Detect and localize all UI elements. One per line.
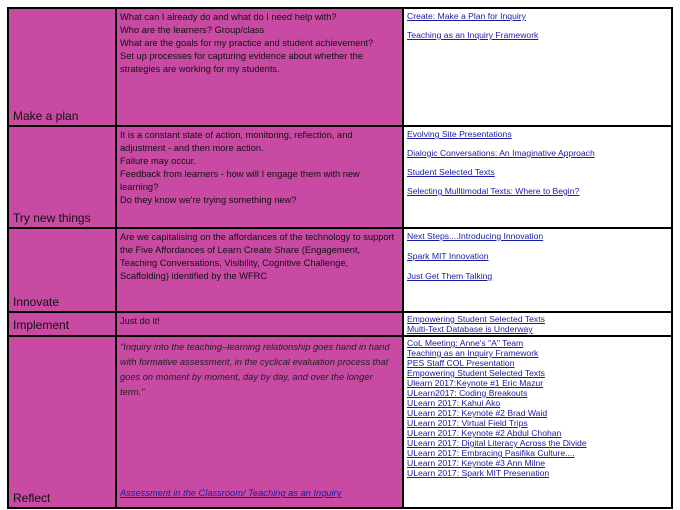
resource-link[interactable]: ULearn 2017: Embracing Pasifika Culture.... xyxy=(407,448,575,458)
resource-link[interactable]: Empowering Student Selected Texts xyxy=(407,314,545,324)
resource-link[interactable]: ULearn 2017: Digital Literacy Across the Divide xyxy=(407,438,587,448)
resource-link[interactable]: Teaching as an Inquiry Framework xyxy=(407,30,539,40)
inquiry-table xyxy=(7,7,673,509)
link-list xyxy=(404,337,671,478)
quote-source-link[interactable]: Assessment in the Classroom/ Teaching as an Inquiry xyxy=(120,488,342,498)
resource-link[interactable]: ULearn 2017: Virtual Field Trips xyxy=(407,418,528,428)
stage-cell xyxy=(7,125,117,229)
description-line: Failure may occur. xyxy=(120,156,196,166)
resource-link[interactable]: Empowering Student Selected Texts xyxy=(407,368,545,378)
stage-label: Innovate xyxy=(13,295,60,309)
description-line: Feedback from learners - how will I engage them with new learning? xyxy=(120,169,360,192)
description-line: What can I already do and what do I need help with? xyxy=(120,12,337,22)
resource-link[interactable]: ULearn 2017: Keynote #3 Ann Milne xyxy=(407,458,546,468)
resource-link[interactable]: Ulearn 2017:Keynote #1 Eric Mazur xyxy=(407,378,544,388)
resource-link[interactable]: Multi-Text Database is Underway xyxy=(407,324,533,334)
resource-link[interactable]: Next Steps....Introducing Innovation xyxy=(407,231,544,241)
description-line: Do they know we're trying something new? xyxy=(120,195,297,205)
resource-link[interactable]: Spark MIT Innovation xyxy=(407,251,489,261)
quote xyxy=(117,337,402,400)
resource-link[interactable]: Student Selected Texts xyxy=(407,167,495,177)
description xyxy=(117,313,402,328)
stage-cell xyxy=(7,311,117,337)
description-cell xyxy=(115,227,404,313)
resource-link[interactable]: Teaching as an Inquiry Framework xyxy=(407,348,539,358)
description-cell xyxy=(115,7,404,127)
description xyxy=(117,127,402,207)
description-line: Set up processes for capturing evidence about whether the strategies are working for my students. xyxy=(120,51,363,74)
link-list xyxy=(404,127,671,196)
resource-link[interactable]: ULearn 2017: Kahui Ako xyxy=(407,398,501,408)
stage-label: Implement xyxy=(13,318,70,332)
description-line: Are we capitalising on the affordances of the technology to support the Five Affordances of Learn Create Share (Engagement, Teaching Conversations, Visibility, Cognitive Challenge, Scaffolding) identified by the WFRC xyxy=(120,232,395,281)
description xyxy=(117,9,402,76)
link-list xyxy=(404,229,671,281)
resource-link[interactable]: PES Staff COL Presentation xyxy=(407,358,515,368)
resource-link[interactable]: ULearn 2017: Keynote #2 Brad Waid xyxy=(407,408,548,418)
resource-link[interactable]: Create: Make a Plan for Inquiry xyxy=(407,11,526,21)
link-list xyxy=(404,313,671,334)
stage-label: Try new things xyxy=(13,211,91,225)
links-cell xyxy=(402,7,673,127)
description-cell xyxy=(115,125,404,229)
description-line: What are the goals for my practice and student achievement? xyxy=(120,38,374,48)
description-cell xyxy=(115,335,404,509)
resource-link[interactable]: ULearn 2017: Keynote #2 Abdul Chohan xyxy=(407,428,562,438)
links-cell xyxy=(402,311,673,337)
stage-cell xyxy=(7,335,117,509)
resource-link[interactable]: CoL Meeting: Anne's "A" Team xyxy=(407,338,524,348)
description-line: Just do it! xyxy=(120,316,160,326)
stage-label: Make a plan xyxy=(13,109,79,123)
stage-cell xyxy=(7,7,117,127)
description-cell xyxy=(115,311,404,337)
description xyxy=(117,229,402,283)
stage-label: Reflect xyxy=(13,491,51,505)
description-line: Who are the learners? Group/class xyxy=(120,25,265,35)
resource-link[interactable]: ULearn 2017: Spark MIT Presenation xyxy=(407,468,550,478)
quote-text: "Inquiry into the teaching–learning relationship goes hand in hand with formative assessment, in the cyclical evaluation process that goes on moment by moment, day by day, and over the longer term." xyxy=(120,342,390,397)
resource-link[interactable]: Just Get Them Talking xyxy=(407,271,493,281)
link-list xyxy=(404,9,671,40)
resource-link[interactable]: Dialogic Conversations: An Imaginative Approach xyxy=(407,148,595,158)
resource-link[interactable]: Selecting Mulltimodal Texts: Where to Begin? xyxy=(407,186,580,196)
links-cell xyxy=(402,335,673,509)
stage-cell xyxy=(7,227,117,313)
links-cell xyxy=(402,227,673,313)
resource-link[interactable]: ULearn2017: Coding Breakouts xyxy=(407,388,528,398)
links-cell xyxy=(402,125,673,229)
description-line: It is a constant state of action, monitoring, reflection, and adjustment - and then more action. xyxy=(120,130,353,153)
resource-link[interactable]: Evolving Site Presentations xyxy=(407,129,512,139)
